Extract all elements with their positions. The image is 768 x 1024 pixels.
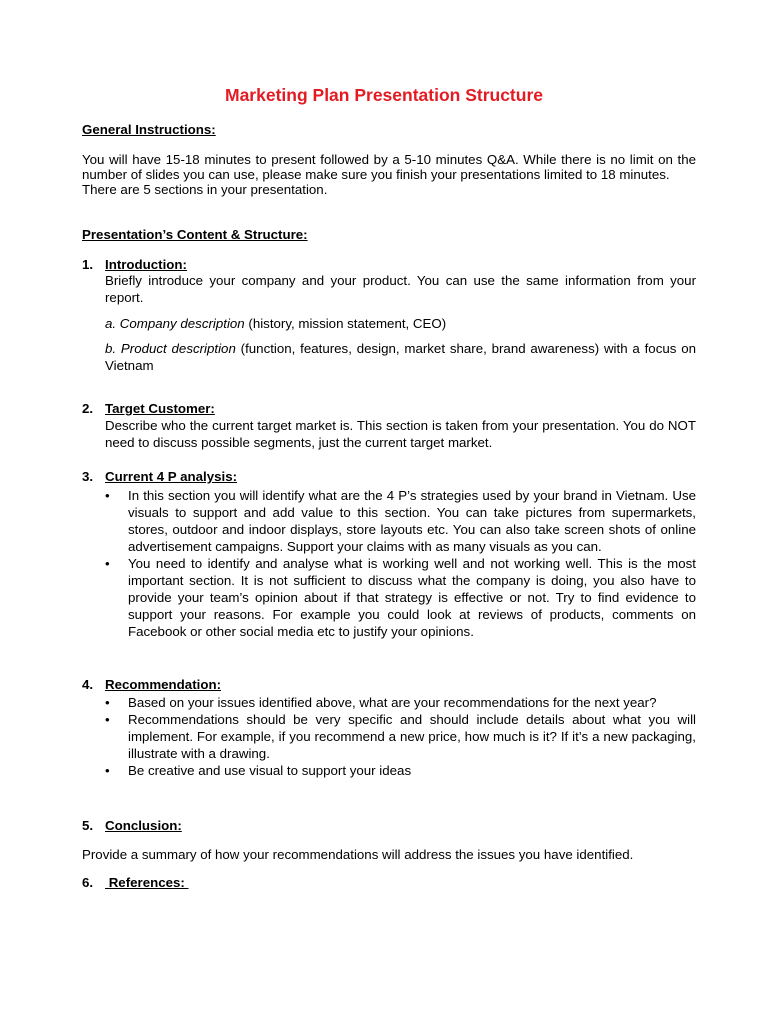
section-number: 3. — [82, 469, 94, 484]
list-item — [105, 487, 696, 555]
bullet-text: In this section you will identify what are the 4 P’s strategies used by your brand in Vietnam. Use visuals to support and add value to this section. You can take pictures from supermarkets, stores, outdoor and indoor displays, store layouts etc. You can also take screen shots of online advertisement campaigns. Support your claims with as many visuals as you can. — [128, 488, 696, 554]
4p-bullet-list — [105, 487, 696, 640]
content-structure-heading: Presentation’s Content & Structure: — [82, 227, 308, 242]
company-description-label: a. Company description — [105, 316, 245, 331]
bullet-text: Be creative and use visual to support your ideas — [128, 763, 412, 778]
bullet-text: Recommendations should be very specific and should include details about what you will implement. For example, if you recommend a new price, how much is it? If it’s a new packaging, illustrate with a drawing. — [128, 712, 696, 761]
bullet-text: You need to identify and analyse what is working well and not working well. This is the most important section. It is not sufficient to discuss what the company is doing, you also have to provide your team’s opinion about if that strategy is effective or not. Try to find evidence to support your reasons. For example you could look at reviews of products, comments on Facebook or other social media etc to justify your opinions. — [128, 556, 696, 639]
general-instructions-heading: General Instructions: — [82, 122, 216, 137]
company-description-detail: (history, mission statement, CEO) — [244, 316, 447, 331]
recommendation-bullet-list — [105, 694, 696, 779]
general-paragraph-1: You will have 15-18 minutes to present followed by a 5-10 minutes Q&A. While there is no limit on the number of slides you can use, please make sure you finish your presentations limited to 18 minutes. — [82, 152, 696, 182]
bullet-icon: • — [105, 763, 110, 778]
product-description-label: b. Product description — [105, 341, 236, 356]
bullet-icon: • — [105, 488, 110, 503]
list-item — [105, 555, 696, 640]
product-description-detail: (function, features, design, market share, brand awareness) with a focus on Vietnam — [105, 341, 696, 373]
company-description-line — [105, 316, 696, 333]
list-item — [105, 762, 696, 779]
general-instructions-text — [82, 152, 696, 197]
section-title: Current 4 P analysis: — [105, 469, 238, 484]
list-item — [105, 711, 696, 762]
bullet-icon: • — [105, 712, 110, 727]
section-number: 2. — [82, 401, 94, 416]
bullet-icon: • — [105, 556, 110, 571]
section-title: Conclusion: — [105, 818, 182, 833]
section-number: 1. — [82, 257, 94, 272]
list-item — [105, 694, 696, 711]
section-title: References: — [105, 875, 189, 890]
general-paragraph-2: There are 5 sections in your presentation. — [82, 182, 328, 197]
document-title: Marketing Plan Presentation Structure — [225, 85, 543, 105]
bullet-text: Based on your issues identified above, what are your recommendations for the next year? — [128, 695, 657, 710]
section-number: 5. — [82, 818, 94, 833]
target-customer-text: Describe who the current target market is. This section is taken from your presentation. You do NOT need to discuss possible segments, just the current target market. — [105, 418, 696, 450]
section-title: Recommendation: — [105, 677, 221, 692]
section-title: Target Customer: — [105, 401, 215, 416]
section-title: Introduction: — [105, 257, 187, 272]
bullet-icon: • — [105, 695, 110, 710]
conclusion-text: Provide a summary of how your recommendations will address the issues you have identified. — [82, 847, 634, 862]
introduction-text: Briefly introduce your company and your product. You can use the same information from your report. — [105, 273, 696, 305]
product-description-line — [105, 341, 696, 374]
section-number: 6. — [82, 875, 94, 890]
section-number: 4. — [82, 677, 94, 692]
